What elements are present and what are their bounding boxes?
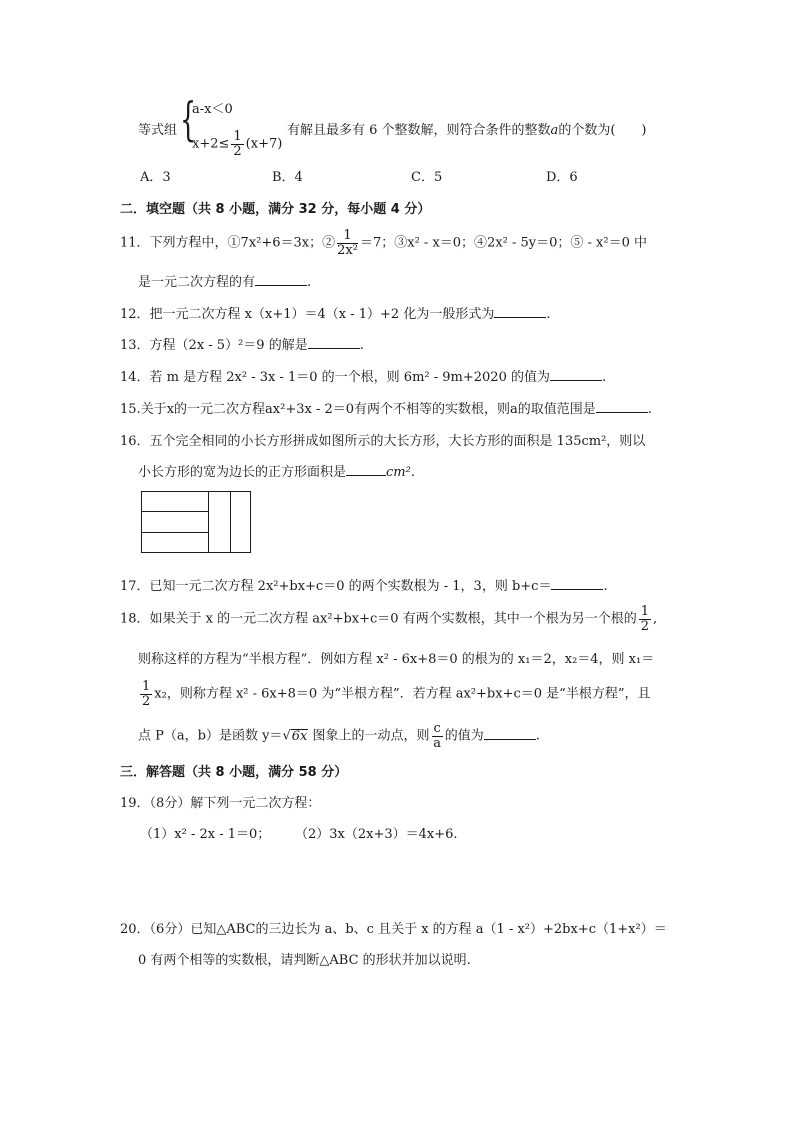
- q18-half-fraction-2: $\frac{1}{2}$: [142, 679, 151, 709]
- q12: 12．把一元二次方程 x（x+1）＝4（x - 1）+2 化为一般形式为 .: [120, 307, 551, 322]
- q10-inequality-2: x+2≤ $\frac{1}{2}$ (x+7): [192, 129, 283, 159]
- q11-line2: 是一元二次方程的有 .: [138, 275, 312, 290]
- c-over-a-fraction: $\frac{c}{a}$: [433, 721, 442, 751]
- section-3-title: 三．解答题（共 8 小题，满分 58 分）: [120, 765, 348, 780]
- q19: 19．（8分）解下列一元二次方程：: [120, 796, 321, 811]
- q10-lead: 等式组: [138, 123, 178, 138]
- q14: 14．若 m 是方程 2x² - 3x - 1＝0 的一个根，则 6m² - 9m+2020 的值为 .: [120, 370, 607, 385]
- q18-line2: 则称这样的方程为“半根方程”．例如方程 x² - 6x+8＝0 的根为的 x₁＝2，x₂＝4，则 x₁＝: [138, 652, 655, 667]
- q20-line2: 0 有两个相等的实数根，请判断△ABC 的形状并加以说明.: [138, 953, 471, 968]
- q17: 17．已知一元二次方程 2x²+bx+c＝0 的两个实数根为 - 1，3，则 b+c＝ .: [120, 579, 608, 594]
- q18-line3: $\frac{1}{2}$ x₂，则称方程 x² - 6x+8＝0 为“半根方程”．若方程 ax²+bx+c＝0 是“半根方程”，且: [142, 679, 651, 709]
- q10-option-a: A．3: [140, 170, 171, 185]
- answer-blank: [551, 577, 603, 590]
- q11-fraction: $\frac{1}{\text{2x²}}$: [337, 228, 358, 258]
- q18-line1: 18．如果关于 x 的一元二次方程 ax²+bx+c＝0 有两个实数根，其中一个根为另一个根的 $\frac{1}{2}$ ,: [120, 604, 658, 634]
- rectangle-figure: [141, 491, 251, 553]
- q11: 11．下列方程中，①7x²+6＝3x；② $\frac{1}{\text{2x²}}$ ＝7；③x² - x＝0；④2x² - 5y＝0；⑤ - x²＝0 中: [120, 228, 648, 258]
- q10-tail: 有解且最多有 6 个整数解，则符合条件的整数a的个数为( ): [287, 123, 647, 138]
- q19-sub2: （2）3x（2x+3）＝4x+6.: [295, 827, 458, 842]
- system-brace: {: [180, 92, 197, 146]
- answer-blank: [596, 400, 648, 413]
- answer-blank: [308, 336, 360, 349]
- q18-line4: 点 P（a，b）是函数 y＝√6x 图象上的一动点，则 $\frac{c}{a}$ 的值为 .: [138, 721, 540, 751]
- q15: 15.关于x的一元二次方程ax²+3x - 2＝0有两个不相等的实数根，则a的取值范围是 .: [120, 402, 652, 417]
- answer-blank: [346, 463, 386, 476]
- q10-option-c: C．5: [411, 170, 443, 185]
- q16-line2: 小长方形的宽为边长的正方形面积是 cm².: [138, 465, 415, 480]
- q20-line1: 20．（6分）已知△ABC的三边长为 a、b、c 且关于 x 的方程 a（1 - x²）+2bx+c（1+x²）＝: [120, 922, 667, 937]
- q16-line1: 16．五个完全相同的小长方形拼成如图所示的大长方形，大长方形的面积是 135cm²，则以: [120, 434, 646, 449]
- q19-sub1: （1）x² - 2x - 1＝0；: [140, 827, 271, 842]
- answer-blank: [494, 305, 546, 318]
- answer-blank: [550, 368, 602, 381]
- section-2-title: 二．填空题（共 8 小题，满分 32 分，每小题 4 分）: [120, 202, 431, 217]
- half-fraction: $\frac{1}{2}$: [233, 129, 242, 159]
- q10-inequality-1: a-x＜0: [192, 102, 233, 117]
- q18-half-fraction: $\frac{1}{2}$: [640, 604, 649, 634]
- answer-blank: [484, 727, 536, 740]
- q10-option-b: B．4: [272, 170, 303, 185]
- q10-option-d: D．6: [546, 170, 578, 185]
- answer-blank: [255, 273, 307, 286]
- q13: 13．方程（2x - 5）²＝9 的解是 .: [120, 338, 364, 353]
